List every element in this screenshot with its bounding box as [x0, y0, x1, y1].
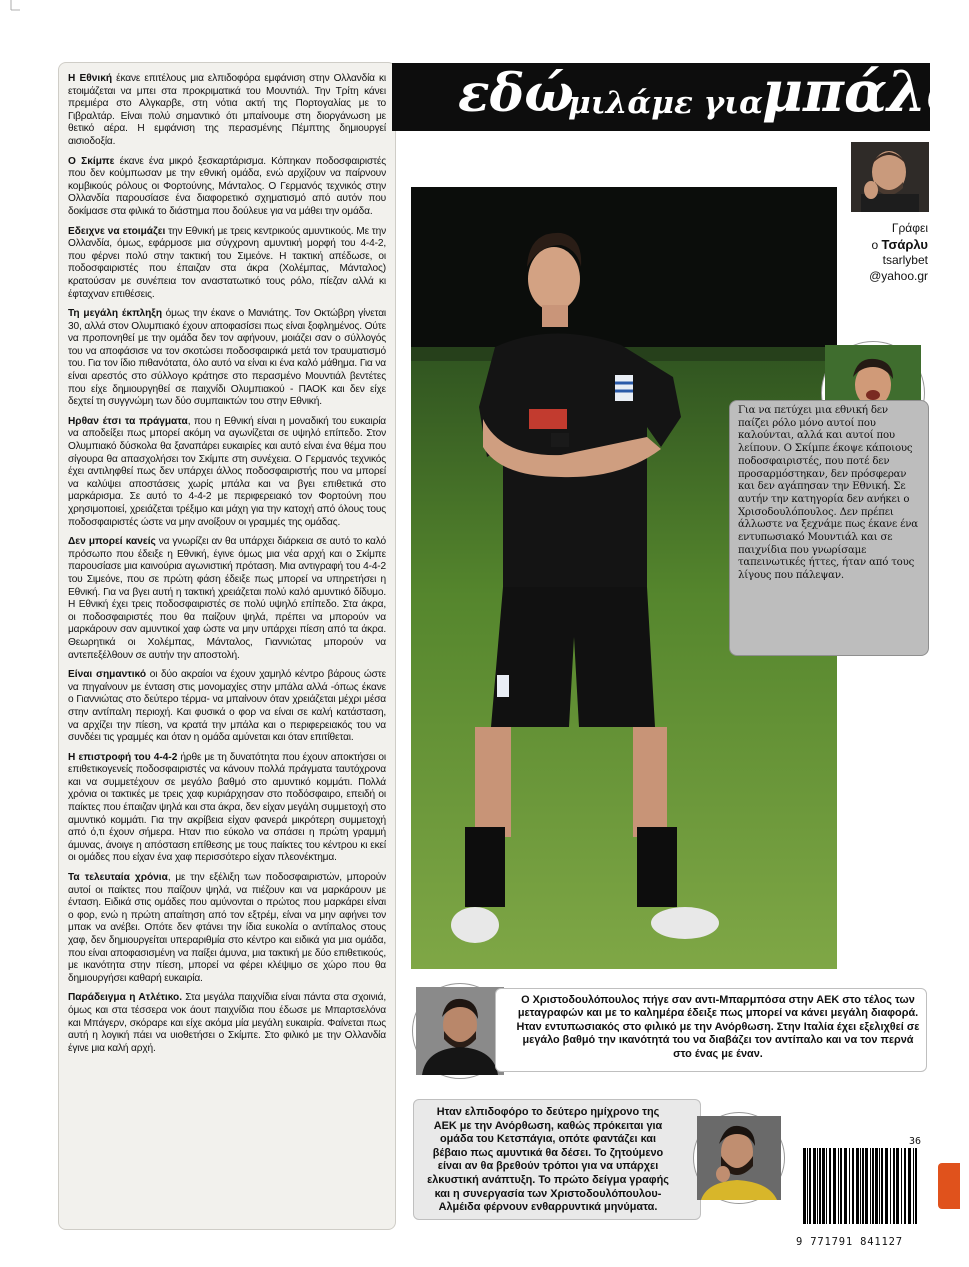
paragraph-text: την Εθνική με τρεις κεντρικούς αμυντικούς. Με την Ολλανδία, όμως, εφάρμοσε μια σύγχρονη αμυντική μορφή του 4-4-2, που φέρνει πολύ στην τακτική του Σιμεόνε. Η τακτική απέδωσε, οι ποδοσφαιριστές που έπαιζαν στα άκρα (Χολέμπας, Μάνταλος) κρατούσαν με συνέπεια τον αναστατωτικό τους ρόλο, πίεζαν αλλά κι έφταχναν επιθέσεις. — [68, 225, 386, 300]
paragraph-lead: Η Εθνική — [68, 73, 113, 84]
caption-aek — [413, 1099, 701, 1220]
paragraph-text: οι δύο ακραίοι να έχουν χαμηλό κέντρο βάρους ώστε να πηγαίνουν με ένταση στις μονομαχίες στην μπάλα αλλά -όπως έκανε ο Γιαννιώτας στο δεύτερο τέρμα- να μπαίνουν όταν χρειάζεται μέχρι μέσα στην αντίπαλη περιοχή. Και φυσικά ο φορ να είναι σε καλή κατάσταση, να αρχίζει την πίεση, να κρατά την μπάλα και ο περιφερειακός του να συνδέει τις γραμμές και όταν η ομάδα αμύνεται και όταν επιτίθεται. — [68, 669, 386, 744]
section-banner — [392, 59, 969, 131]
article-paragraph — [68, 669, 386, 745]
paragraph-lead: Ηρθαν έτσι τα πράγματα — [68, 415, 188, 427]
christodoulopoulos-photo — [413, 984, 507, 1078]
article-paragraph — [68, 308, 386, 409]
paragraph-text: Στα μεγάλα παιχνίδια είναι πάντα στα σχοινιά, όμως και στα τέσσερα νοκ άουτ παιχνίδια που έδωσε με Μπαρτσελόνα και Μπάγερν, σκόραρε και είχε ακόμα μία μεγάλη ευκαιρία. Φαίνεται πως αυτή η λογική πάει να υιοθετήσει ο Σκίμπε. Στο φιλικό με την Ολλανδία έγινε μια καλή αρχή. — [68, 992, 387, 1054]
author-photo — [851, 142, 929, 212]
banner-word-1: εδώ — [458, 63, 574, 124]
article-paragraph — [68, 156, 386, 219]
paragraph-lead: Παράδειγμα η Ατλέτικο. — [68, 992, 183, 1004]
almeida-photo — [694, 1113, 784, 1203]
side-note — [729, 400, 929, 656]
article-paragraph — [68, 416, 386, 529]
byline-article: ο — [871, 237, 879, 252]
side-note-text: Για να πετύχει μια εθνική δεν παίζει ρόλο μόνο αυτοί που καλούνται, αλλά και αυτοί που λείπουν. Ο Σκίμπε έκοψε κάποιους ποδοσφαιριστές, που ποτέ δεν προσαρμόστηκαν, δεν πρόσφεραν και δεν αγάπησαν την Εθνική. Σε αυτήν την κατηγορία δεν ανήκει ο Χρισοδουλόπουλος. Δεν πρέπει άλλωστε να ξεχνάμε πως έκανε ένα εντυπωσιακό Μουντιάλ και σε παιχνίδια που γνωρίσαμε ταπεινωτικές ήττες, ήταν από τους λίγους που πάλεψαν. — [738, 405, 918, 582]
article-paragraph — [68, 872, 386, 985]
paragraph-text: όμως την έκανε ο Μανιάτης. Τον Οκτώβρη γίνεται 30, αλλά στον Ολυμπιακό έχουν αποφασίσει πως είναι ξοφλημένος. Ούτε να προπονηθεί με την ομάδα δεν τον αφήνουν, μοιάζει σαν ο σύλλογός του να αποφάσισε να τον σκοτώσει ποδοσφαιρικά μετά τον τραυματισμό του. Για τον ίδιο πιθανότατα, όλο αυτό να είναι κι ένα καλό μάθημα. Για να είναι αρεστός στο σύλλογο κράτησε στο περασμένο Μουντιάλ βεντέτες που είχε δημιουργηθεί σε παιχνίδι Ολυμπιακού - ΠΑΟΚ και δεν είχε δεχτεί τη συγγνώμη των δύο συμπαικτών του στην Εθνική. — [68, 308, 387, 408]
barcode-digits: 9 771791 841127 — [796, 1236, 903, 1248]
article-paragraph — [68, 752, 386, 865]
banner-word-2: μιλάμε για — [568, 85, 763, 121]
section-edge-tab — [938, 1163, 960, 1209]
paragraph-lead: Τα τελευταία χρόνια — [68, 872, 168, 884]
banner-word-3: μπάλα — [762, 59, 969, 125]
paragraph-lead: Τη μεγάλη έκπληξη — [68, 308, 163, 320]
paragraph-text: ήρθε με τη δυνατότητα που έχουν αποκτήσει οι επιθετικογενείς ποδοσφαιριστές να κάνουν πολλά πράγματα ταυτόχρονα και να συμμετέχουν σε μεγάλο βαθμό στο αμυντικό κομμάτι. Πολλά χρόνια οι τακτικές με τρεις χαφ κυριάρχησαν στο ποδόσφαιρο, επειδή οι παίκτες που έπαιζαν ψηλά και στα άκρα, δεν είχαν μεγάλη συμμετοχή στο αμυντικό κομμάτι. Για την ακρίβεια είχαν φανερά μικρότερη συμμετοχή από ό,τι έχουν σήμερα. Ηταν πιο εύκολο να σπάσει η πρώτη γραμμή άμυνας, άνοιγε η απόσταση επίθεσης με τους παίκτες του κέντρου κι εκεί οι ομάδες που είχαν ένα χαφ περισσότερο είχαν πλεονέκτημα. — [68, 751, 386, 864]
paragraph-text: , με την εξέλιξη των ποδοσφαιριστών, μπορούν αυτοί οι παίκτες που παίζουν ψηλά, να πιέζουν και να μαρκάρουν με ένταση. Ειδικά στις ομάδες που αμύνονται ο πρώτος που μαρκάρει είναι ο φορ, ενώ η πρώτη απαίτηση από τον εξτρέμ, είναι να μην αφήνει τον μπακ να ανέβει. Οπότε δεν φτάνει την ίδια ευκολία ο αντίπαλος στους χαφ, δεν δημιουργείται υπεραριθμία στο κέντρο και ειδικά για μια ομάδα, που είναι αποφασισμένη να παίξει άμυνα, μια τακτική με δύο επιθετικούς, με ικανότητα στην πίεση, μπορεί να φέρει κλέψιμο σε χώρο που θα δημιουργήσει καθαρή ευκαιρία. — [68, 872, 386, 984]
article-paragraph — [68, 73, 386, 149]
author-email-domain: @yahoo.gr — [869, 268, 928, 283]
paragraph-lead: Δεν μπορεί κανείς — [68, 536, 156, 548]
paragraph-lead: Ο Σκίμπε — [68, 155, 115, 167]
caption-christodoulopoulos-text: Ο Χριστοδουλόπουλος πήγε σαν αντι-Μπαρμπόσα στην ΑΕΚ στο τέλος των μεταγραφών και με το καλημέρα έδειξε πως μπορεί να κάνει μεγάλη διαφορά. Ηταν εντυπωσιακός στο φιλικό με την Ανόρθωση. Στην Ιταλία έχει εξελιχθεί σε μεγάλο βαθμό την ικανότητά του να διαβάζει τον αντίπαλο και να τον περνά στο ένας με έναν. — [516, 994, 920, 1060]
caption-aek-text: Ηταν ελπιδοφόρο το δεύτερο ημίχρονο της ΑΕΚ με την Ανόρθωση, καθώς πρόκειται για ομάδα του Κετσπάγια, οπότε φαντάζει και βέβαιο πως αμυντικά θα δέσει. Το ζητούμενο είναι αν θα βρεθούν τρόποι για να υπάρχει ελκυστική ανάπτυξη. Το πρώτο δείγμα γραφής και η συνεργασία των Χριστοδουλόπουλου-Αλμέιδα φέρνουν ενθαρρυντικά μηνύματα. — [427, 1106, 669, 1214]
author-handle: tsarlybet — [882, 253, 928, 267]
barcode-bars-icon — [795, 1136, 925, 1228]
paragraph-text: έκανε ένα μικρό ξεσκαρτάρισμα. Κόπηκαν ποδοσφαιριστές που δεν κούμπωσαν με την εθνική ομάδα, ενώ αρχίζουν να παίρνουν κομβικούς ρόλους οι Φορτούνης, Μάνταλος. Ο Γερμανός τεχνικός στην Ολλανδία παρουσίασε ένα διαφορετικό σχηματισμό από αυτόν που δοκίμασε στα φιλικά το διάστημα που δούλευε για να μάθει την ομάδα. — [68, 155, 386, 217]
article-paragraph — [68, 992, 386, 1055]
paragraph-text: να γνωρίζει αν θα υπάρχει διάρκεια σε αυτό το καλό πρόσωπο που έδειξε η Εθνική, έγινε όμως μια νέα αρχή και ο Σκίμπε παρουσίασε μια καινούρια αγωνιστική πρόταση. Μια αντιγραφή του 4-4-2 του Σιμεόνε, που σε πρώτη φάση έδειξε πως μπορεί να υπηρετήσει η Εθνική. Για να βγει αυτή η τακτική χρειάζεται πολύ καλό αμυντικό δίδυμο. Η Εθνική έχει τρεις ποδοσφαιριστές σε πολύ υψηλό επίπεδο. Στα άκρα, οι ποδοσφαιριστές που θα παίζουν ψηλά, πρέπει να μπορούν να μαρκάρουν σαν αμυντικοί χαφ ώστε να μην υπάρχει πίεση από τα άκρα. Θεωρητικά οι Χολέμπας, Μάνταλος, Γιαννιώτας μπορούν να αντεπεξέλθουν σε αυτήν την αποστολή. — [68, 536, 386, 661]
article-paragraph — [68, 536, 386, 662]
barcode — [795, 1136, 925, 1248]
paragraph-lead: Είναι σημαντικό — [68, 669, 147, 681]
article-paragraph — [68, 226, 386, 302]
paragraph-text: έκανε επιτέλους μια ελπιδοφόρα εμφάνιση στην Ολλανδία κι ετοιμάζεται να μπει στα προκριματικά του Μουντιάλ. Την Τρίτη κάνει πρεμιέρα στο Αλγκαρβε, στη νότια ακτή της Πορτογαλίας με το Γιβραλτάρ. Είναι πολύ σημαντικό ότι μπαίνουμε στη διοργάνωση με θετικό αέρα. Η εμφάνιση της περασμένης Πέμπτης δημιουργεί αισιοδοξία. — [68, 73, 386, 147]
paragraph-text: , που η Εθνική είναι η μοναδική του ευκαιρία να αποδείξει πως μπορεί ακόμη να αγωνίζεται σε υψηλό επίπεδο. Στον Ολυμπιακό δύσκολα θα ξαναπάρει ευκαιρίες και αυτό είναι ένα θέμα που σίγουρα θα απασχολήσει τον Σκίμπε στη συνέχεια. Ο Γερμανός τεχνικός έχει αντιληφθεί πως δεν υπάρχει άλλος ποδοσφαιριστής που να μπορεί να καλύψει αποστάσεις χωρίς μπάλα και να βγει επιθετικά στο μαρκάρισμα. Σε αυτό το 4-4-2 με περιφερειακό τον Φορτούνη που χρησιμοποιεί, χρειάζεται τρέξιμο και μάχη για την κατοχή από όλους τους ποδοσφαιριστές ώστε να μην ανοίξουν οι γραμμές της ομάδας. — [68, 415, 386, 528]
crop-mark-icon — [0, 0, 20, 12]
byline-prefix: Γράφει — [891, 221, 928, 235]
paragraph-lead: Η επιστροφή του 4-4-2 — [68, 751, 178, 763]
caption-christodoulopoulos — [495, 988, 927, 1072]
paragraph-lead: Εδειχνε να ετοιμάζει — [68, 225, 166, 237]
issue-number: 36 — [908, 1136, 921, 1147]
article-body — [58, 62, 396, 1230]
author-name: Τσάρλυ — [881, 236, 928, 252]
